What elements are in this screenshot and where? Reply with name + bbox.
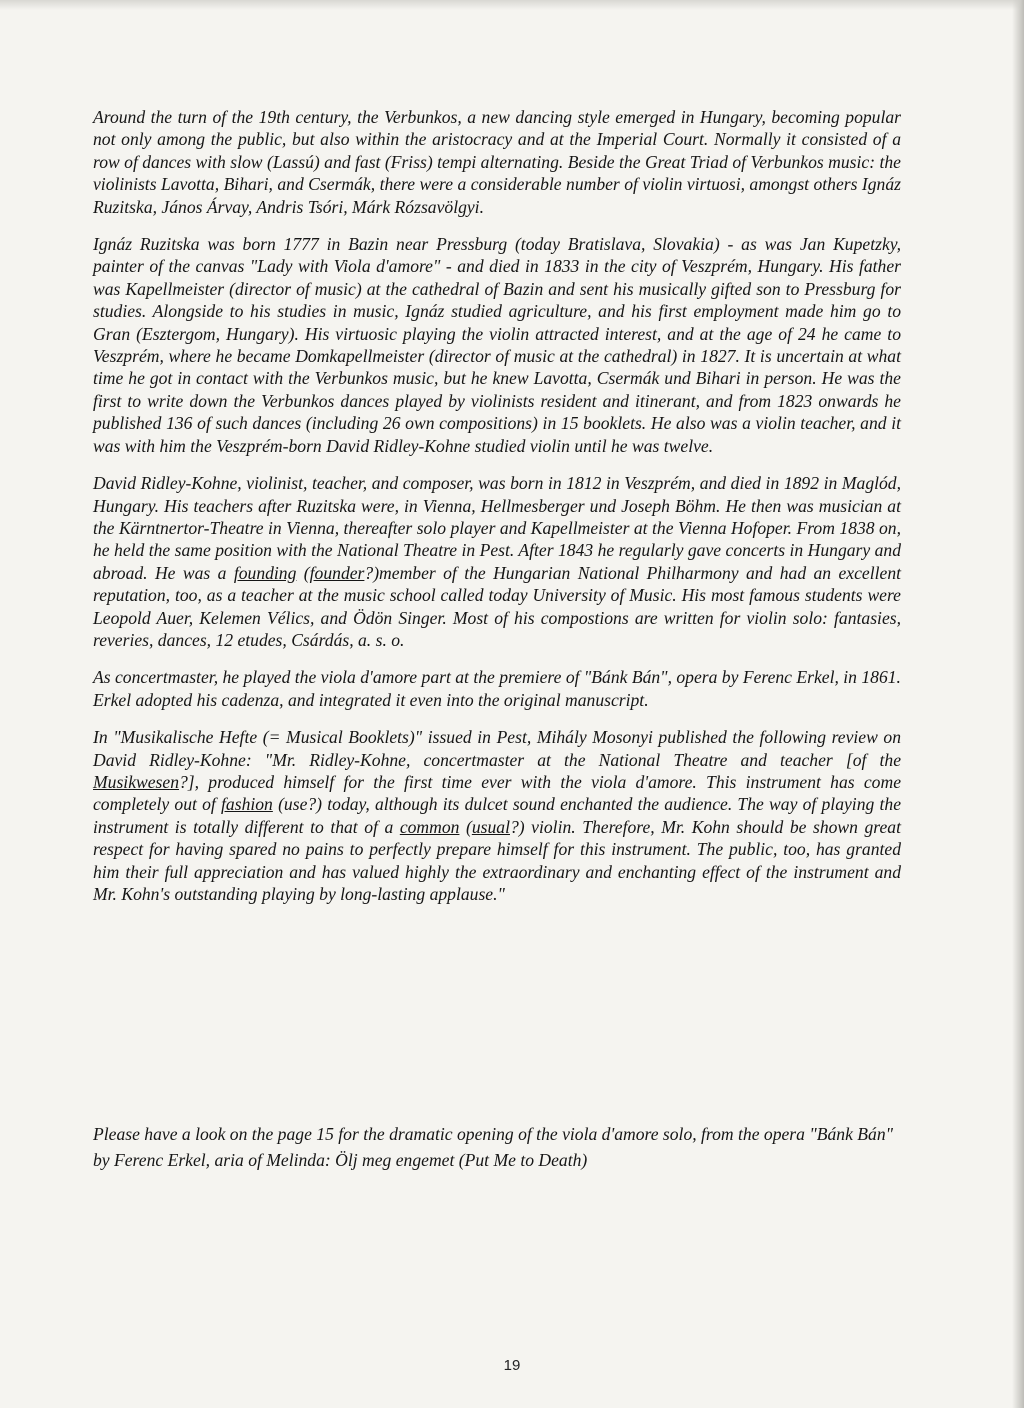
text-segment: ?) violin. Therefore, Mr. Kohn should be shown great respect for having spared no pains to perfectly prepare himself for this instrument. The public, too, has granted him their full appreciation and has valued highly the extraordinary and enchanting effect of the instrument and Mr. Kohn's outstanding playing by long-lasting applause." — [93, 816, 901, 904]
underlined-word-common: common — [399, 816, 460, 837]
text-segment: David Ridley-Kohne, violinist, teacher, and composer, was born in 1812 in Veszprém, and died in 1892 in Maglód, Hungary. His teachers after Ruzitska were, in Vienna, Hellmesberger und Joseph Böhm. He then was musician at the Kärntnertor-Theatre in Vienna, thereafter solo player and Kapellmeister at the Vienna Hofoper. From 1838 on, he held the same position with the National Theatre in Pest. After 1843 he regularly gave concerts in Hungary and abroad. He was a — [93, 473, 901, 583]
text-segment: ?], produced himself for the first time ever with the viola d'amore. This instrument has come completely out of — [93, 771, 901, 815]
paragraph-mosonyi-review — [93, 726, 901, 905]
document-body — [93, 106, 901, 920]
closing-note: Please have a look on the page 15 for the dramatic opening of the viola d'amore solo, from the opera "Bánk Bán" by Ferenc Erkel, aria of Melinda: Ölj meg engemet (Put Me to Death) — [93, 1124, 894, 1170]
paragraph-verbunkos-intro: Around the turn of the 19th century, the Verbunkos, a new dancing style emerged in Hungary, becoming popular not only among the public, but also within the aristocracy and at the Imperial Court. Normally it consisted of a row of dances with slow (Lassú) and fast (Friss) tempi alternating. Beside the Great Triad of Verbunkos music: the violinists Lavotta, Bihari, and Csermák, there were a considerable number of violin virtuosi, amongst others Ignáz Ruzitska, János Árvay, Andris Tsóri, Márk Rózsavölgyi. — [93, 107, 901, 217]
paragraph-ruzitska-biography: Ignáz Ruzitska was born 1777 in Bazin near Pressburg (today Bratislava, Slovakia) - as was Jan Kupetzky, painter of the canvas "Lady with Viola d'amore" - and died in 1833 in the city of Veszprém, Hungary. His father was Kapellmeister (director of music) at the cathedral of Bazin and sent his musically gifted son to Pressburg for studies. Alongside to his studies in music, Ignáz studied agriculture, and his first employment made him go to Gran (Esztergom, Hungary). His virtuosic playing the violin attracted interest, and at the age of 24 he came to Veszprém, where he became Domkapellmeister (director of music at the cathedral) in 1827. It is uncertain at what time he got in contact with the Verbunkos music, but he knew Lavotta, Csermák und Bihari in person. He was the first to write down the Verbunkos dances played by violinists resident and itinerant, and from 1823 onwards he published 136 of such dances (including 26 own compositions) in 15 booklets. He also was a violin teacher, and it was with him the Veszprém-born David Ridley-Kohne studied violin until he was twelve. — [93, 234, 901, 456]
text-segment: ( — [296, 562, 310, 583]
text-segment: ?)member of the Hungarian National Philharmony and had an excellent reputation, too, as a teacher at the music school called today University of Music. His most famous students were Leopold Auer, Kelemen Vélics, and Ödön Singer. Most of his compostions are written for violin solo: fantasies, reveries, dances, 12 etudes, Csárdás, a. s. o. — [93, 562, 901, 650]
page-right-edge — [1012, 0, 1024, 1408]
text-segment: (use?) today, although its dulcet sound enchanted the audience. The way of playing the instrument is totally different to that of a — [93, 794, 902, 837]
underlined-word-usual: usual — [471, 816, 510, 837]
paragraph-concertmaster: As concertmaster, he played the viola d'amore part at the premiere of "Bánk Bán", opera by Ferenc Erkel, in 1861. Erkel adopted his cadenza, and integrated it even into the original manuscript. — [93, 667, 901, 710]
text-segment: ( — [459, 816, 472, 837]
page-top-shadow — [0, 0, 1024, 10]
underlined-word-fashion: fashion — [221, 794, 273, 815]
underlined-word-founder: founder — [309, 562, 365, 583]
page-number: 19 — [503, 1357, 521, 1374]
underlined-word-founding: founding — [233, 562, 297, 583]
paragraph-ridley-kohne-biography — [93, 472, 901, 651]
underlined-word-musikwesen: Musikwesen — [93, 771, 179, 792]
text-segment: In "Musikalische Hefte (= Musical Booklets)" issued in Pest, Mihály Mosonyi published the following review on David Ridley-Kohne: "Mr. Ridley-Kohne, concertmaster at the National Theatre and teacher [of the — [93, 727, 901, 770]
